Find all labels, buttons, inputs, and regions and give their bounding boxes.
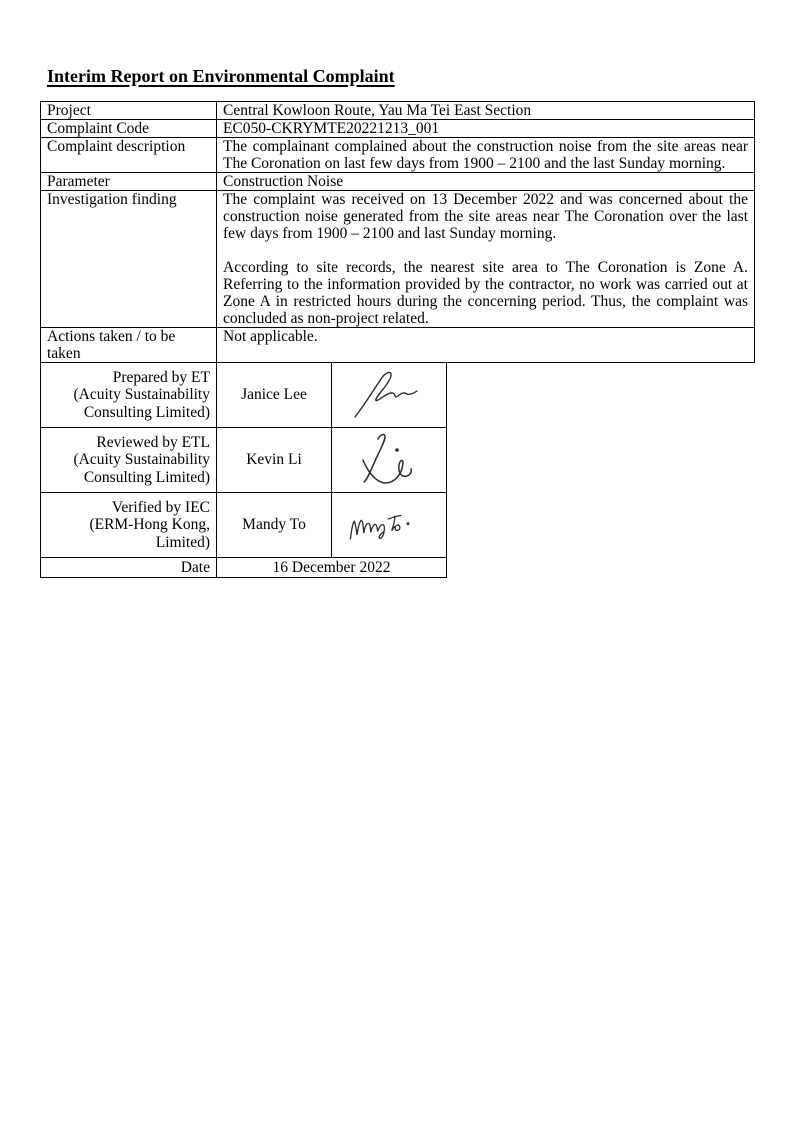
- signature-row-verified: [41, 493, 447, 558]
- verified-by-label: [41, 493, 217, 558]
- investigation-paragraph-1: The complaint was received on 13 December 2022 and was concerned about the construction noise generated from the site areas near The Coronation over the last few days from 1900 – 2100 and last Sunday morning.: [223, 191, 748, 242]
- actions-taken-label: Actions taken / to be taken: [41, 328, 217, 363]
- complaint-code-value: EC050-CKRYMTE20221213_001: [217, 120, 755, 138]
- date-value: 16 December 2022: [217, 558, 447, 578]
- mandy-to-signature: [339, 504, 439, 546]
- investigation-finding-label: Investigation finding: [41, 191, 217, 328]
- parameter-label: Parameter: [41, 173, 217, 191]
- page-title: [47, 64, 395, 88]
- signature-row-date: [41, 558, 447, 578]
- prepared-by-signature-cell: [332, 363, 447, 428]
- reviewed-by-organization: (Acuity Sustainability Consulting Limited): [73, 451, 210, 486]
- complaint-description-value: The complainant complained about the construction noise from the site areas near The Coronation on last few days from 1900 – 2100 and the last Sunday morning.: [217, 138, 755, 173]
- verified-by-signature-cell: [332, 493, 447, 558]
- investigation-paragraph-2: According to site records, the nearest site area to The Coronation is Zone A. Referring to the information provided by the contractor, no work was carried out at Zone A in restricted hours during the concerning period. Thus, the complaint was concluded as non-project related.: [223, 259, 748, 327]
- table-row-parameter: [41, 173, 755, 191]
- signature-row-prepared: [41, 363, 447, 428]
- reviewed-by-signature-cell: [332, 428, 447, 493]
- signature-row-reviewed: [41, 428, 447, 493]
- complaint-code-label: Complaint Code: [41, 120, 217, 138]
- page-title-text: Interim Report on Environmental Complaint: [47, 66, 395, 86]
- investigation-finding-value: [217, 191, 755, 328]
- table-row-complaint-description: [41, 138, 755, 173]
- prepared-by-name: Janice Lee: [217, 363, 332, 428]
- complaint-report-table: [40, 101, 755, 363]
- actions-taken-value: Not applicable.: [217, 328, 755, 363]
- verified-by-name: Mandy To: [217, 493, 332, 558]
- complaint-description-label: Complaint description: [41, 138, 217, 173]
- signature-table: [40, 362, 447, 578]
- tables-container: [40, 101, 754, 578]
- prepared-by-role: Prepared by ET: [112, 368, 210, 386]
- verified-by-organization: (ERM-Hong Kong, Limited): [89, 516, 210, 551]
- project-value: Central Kowloon Route, Yau Ma Tei East Section: [217, 102, 755, 120]
- table-row-investigation-finding: [41, 191, 755, 328]
- reviewed-by-role: Reviewed by ETL: [96, 433, 210, 451]
- verified-by-role: Verified by IEC: [111, 498, 210, 516]
- prepared-by-organization: (Acuity Sustainability Consulting Limited): [73, 386, 210, 421]
- reviewed-by-label: [41, 428, 217, 493]
- project-label: Project: [41, 102, 217, 120]
- prepared-by-label: [41, 363, 217, 428]
- reviewed-by-name: Kevin Li: [217, 428, 332, 493]
- table-row-actions-taken: [41, 328, 755, 363]
- kevin-li-signature: [345, 429, 433, 491]
- table-row-complaint-code: [41, 120, 755, 138]
- table-row-project: [41, 102, 755, 120]
- parameter-value: Construction Noise: [217, 173, 755, 191]
- date-label: Date: [41, 558, 217, 578]
- janice-lee-signature: [345, 365, 433, 425]
